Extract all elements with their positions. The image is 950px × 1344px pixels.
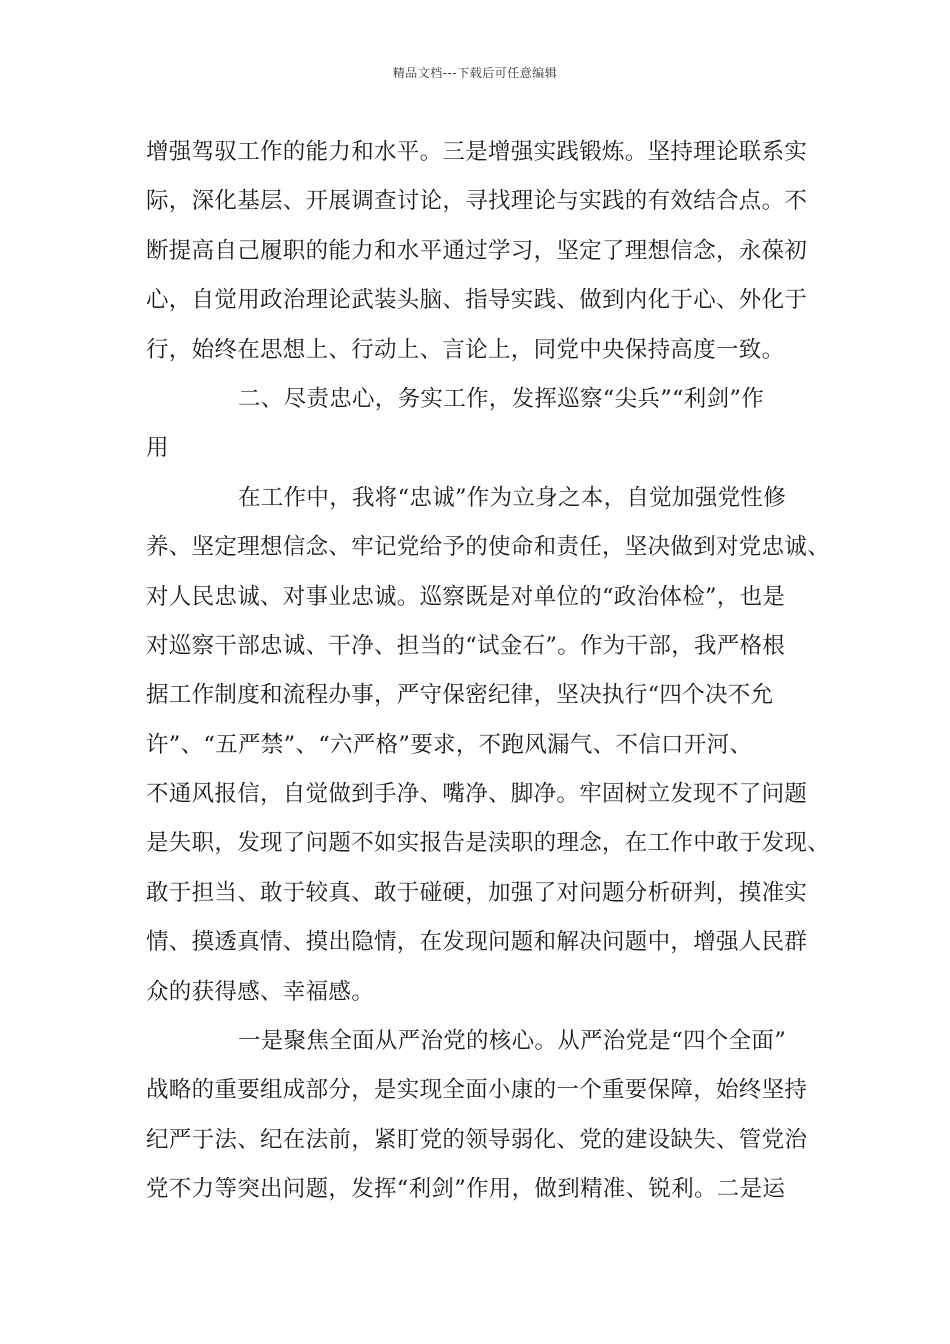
text-line: 战略的重要组成部分，是实现全面小康的一个重要保障，始终坚持 (146, 1077, 808, 1104)
text-line: 行，始终在思想上、行动上、言论上，同党中央保持高度一致。 (146, 336, 785, 363)
text-line: 情、摸透真情、摸出隐情，在发现问题和解决问题中，增强人民群 (146, 929, 808, 956)
text-line: 对巡察干部忠诚、干净、担当的“试金石”。作为干部，我严格根 (146, 632, 786, 659)
text-line: 许”、“五严禁”、“六严格”要求，不跑风漏气、不信口开河、 (146, 731, 753, 758)
text-line: 养、坚定理想信念、牢记党给予的使命和责任，坚决做到对党忠诚、 (146, 534, 831, 561)
section-heading-line: 用 (146, 435, 169, 462)
text-line: 一是聚焦全面从严治党的核心。从严治党是“四个全面” (238, 1028, 787, 1055)
text-line: 心，自觉用政治理论武装头脑、指导实践、做到内化于心、外化于 (146, 287, 808, 314)
text-line: 际，深化基层、开展调查讨论，寻找理论与实践的有效结合点。不 (146, 188, 808, 215)
text-line: 对人民忠诚、对事业忠诚。巡察既是对单位的“政治体检”，也是 (146, 583, 786, 610)
document-body (146, 128, 831, 1215)
text-line: 断提高自己履职的能力和水平通过学习，坚定了理想信念，永葆初 (146, 237, 808, 264)
text-line: 据工作制度和流程办事，严守保密纪律，坚决执行“四个决不允 (146, 682, 774, 709)
text-line: 不通风报信，自觉做到手净、嘴净、脚净。牢固树立发现不了问题 (146, 781, 808, 808)
text-line: 众的获得感、幸福感。 (146, 978, 375, 1005)
text-line: 敢于担当、敢于较真、敢于碰硬，加强了对问题分析研判，摸准实 (146, 879, 808, 906)
section-heading-line: 二、尽责忠心，务实工作，发挥巡察“尖兵”“利剑”作 (238, 385, 765, 412)
text-line: 在工作中，我将“忠诚”作为立身之本，自觉加强党性修 (238, 484, 787, 511)
text-line: 纪严于法、纪在法前，紧盯党的领导弱化、党的建设缺失、管党治 (146, 1126, 808, 1153)
text-line: 增强驾驭工作的能力和水平。三是增强实践锻炼。坚持理论联系实 (146, 139, 808, 165)
text-line: 是失职，发现了问题不如实报告是渎职的理念，在工作中敢于发现、 (146, 830, 831, 857)
text-line: 党不力等突出问题，发挥“利剑”作用，做到精准、锐利。二是运 (146, 1176, 786, 1203)
page-header: 精品文档---下载后可任意编辑 (392, 66, 558, 80)
